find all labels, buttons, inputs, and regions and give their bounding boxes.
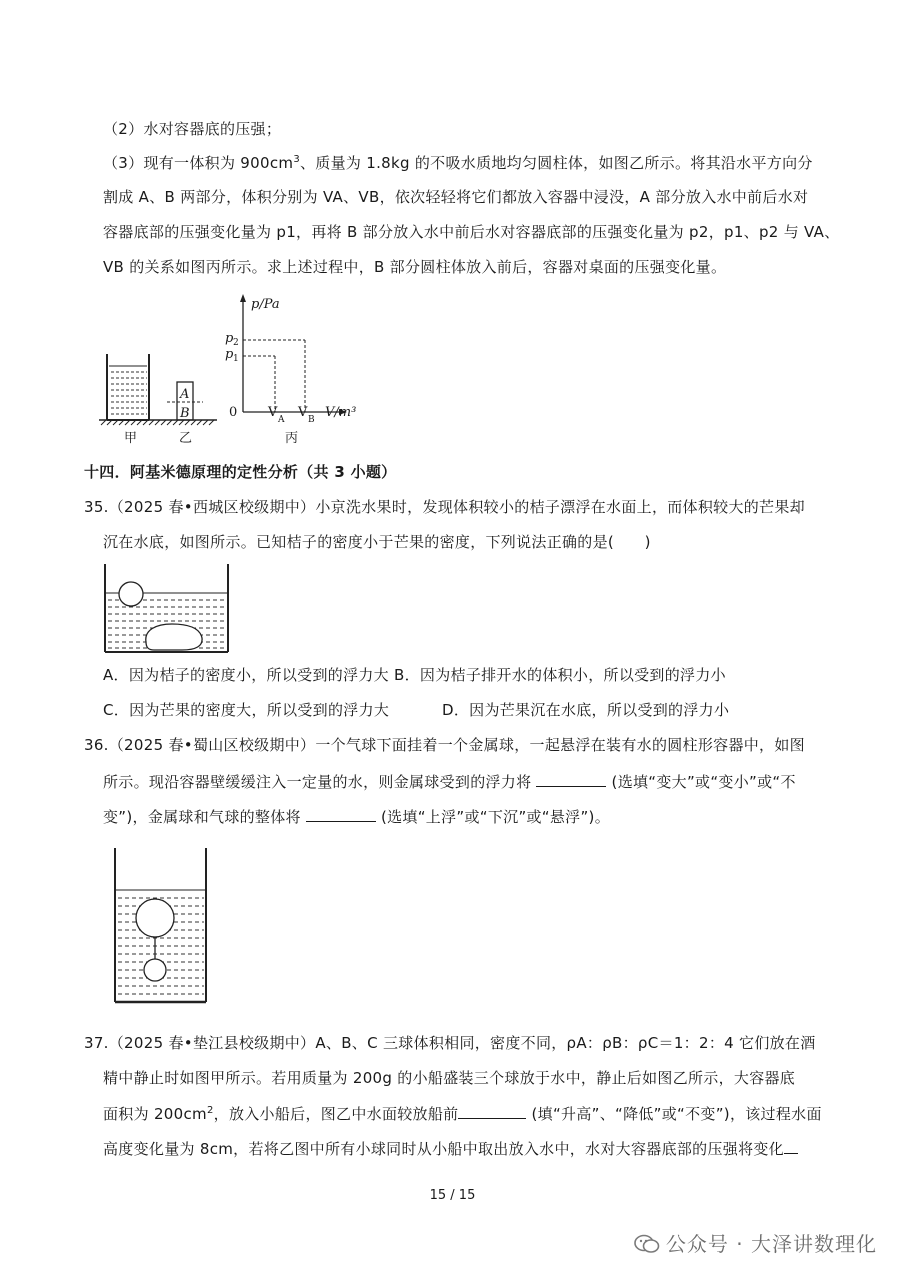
vb-sub: B [308, 415, 315, 425]
block-b-label: B [180, 406, 190, 421]
q34-part3-line3: 容器底部的压强变化量为 p1，再将 B 部分放入水中前后水对容器底部的压强变化量为 p2，p1、p2 与 VA、 [103, 223, 840, 241]
q37-blank-2[interactable] [784, 1137, 798, 1154]
x-axis-label: V/m³ [325, 405, 357, 420]
wechat-icon [634, 1234, 660, 1254]
container-jia [107, 354, 149, 420]
p1-sub: 1 [233, 354, 239, 364]
q35-option-d: D．因为芒果沉在水底，所以受到的浮力小 [442, 701, 730, 719]
q35-line1: 35.（2025 春•西城区校级期中）小京洗水果时，发现体积较小的桔子漂浮在水面上，而体积较大的芒果却 [84, 498, 805, 516]
q36-line3: 变”)，金属球和气球的整体将 (选填“上浮”或“下沉”或“悬浮”)。 [103, 805, 610, 828]
q34-part3-line1: （3）现有一体积为 $900cm^3$、质量为 1.8kg 的不吸水质地均匀圆柱体，如图乙所示。将其沿水平方向分 [103, 154, 813, 172]
q34-part2: （2）水对容器底的压强； [103, 120, 282, 138]
p2-label: p [225, 331, 234, 346]
q36-line2: 所示。现沿容器壁缓缓注入一定量的水，则金属球受到的浮力将 (选填“变大”或“变小”或“不 [103, 770, 796, 793]
origin-label: 0 [229, 405, 238, 420]
vb-label: V [298, 405, 308, 420]
q34-figure [95, 292, 385, 452]
p2-sub: 2 [233, 338, 239, 348]
q36-figure [112, 846, 212, 1006]
q37-line4: 高度变化量为 8cm，若将乙图中所有小球同时从小船中取出放入水中，水对大容器底部的压强将变化 [103, 1137, 798, 1160]
graph-bing [240, 294, 347, 415]
q35-figure [102, 562, 232, 656]
q36-blank-1[interactable] [536, 770, 606, 787]
block-a-label: A [180, 387, 190, 402]
page-number: 15 / 15 [429, 1188, 476, 1203]
va-sub: A [278, 415, 285, 425]
va-label: V [268, 405, 278, 420]
balloon [136, 899, 174, 937]
q37-line2: 精中静止时如图甲所示。若用质量为 200g 的小船盛装三个球放于水中，静止后如图乙所示，大容器底 [103, 1069, 796, 1087]
orange-ball [119, 582, 143, 606]
q37-line3: 面积为 $200cm^2$，放入小船后，图乙中水面较放船前 (填“升高”、“降低”或“不变”)，该过程水面 [103, 1102, 822, 1125]
q34-part3-line2: 割成 A、B 两部分，体积分别为 VA、VB，依次轻轻将它们都放入容器中浸没，A 部分放入水中前后水对 [103, 188, 809, 206]
label-bing: 丙 [285, 431, 299, 446]
q35-option-c: C．因为芒果的密度大，所以受到的浮力大 [103, 701, 390, 719]
q34-part3-line4: VB 的关系如图丙所示。求上述过程中，B 部分圆柱体放入前后，容器对桌面的压强变化量。 [103, 258, 727, 276]
label-yi: 乙 [179, 431, 193, 446]
wechat-watermark: 公众号 · 大泽讲数理化 [634, 1228, 877, 1257]
label-jia: 甲 [124, 431, 138, 446]
section-14-title: 十四．阿基米德原理的定性分析（共 3 小题） [84, 463, 397, 481]
q36-line1: 36.（2025 春•蜀山区校级期中）一个气球下面挂着一个金属球，一起悬浮在装有水的圆柱形容器中，如图 [84, 736, 805, 754]
q37-blank-1[interactable] [458, 1102, 526, 1119]
metal-ball [144, 959, 166, 981]
y-axis-label: p/Pa [251, 297, 280, 312]
mango-shape [146, 624, 202, 650]
q35-option-a-b: A．因为桔子的密度小，所以受到的浮力大 B．因为桔子排开水的体积小，所以受到的浮力小 [103, 666, 726, 684]
q37-line1: 37.（2025 春•垫江县校级期中）A、B、C 三球体积相同，密度不同，ρA：ρB：ρC＝1：2：4 它们放在酒 [84, 1034, 816, 1052]
q36-blank-2[interactable] [306, 805, 376, 822]
q35-line2: 沉在水底，如图所示。已知桔子的密度小于芒果的密度，下列说法正确的是( ) [103, 533, 651, 551]
p1-label: p [225, 347, 234, 362]
